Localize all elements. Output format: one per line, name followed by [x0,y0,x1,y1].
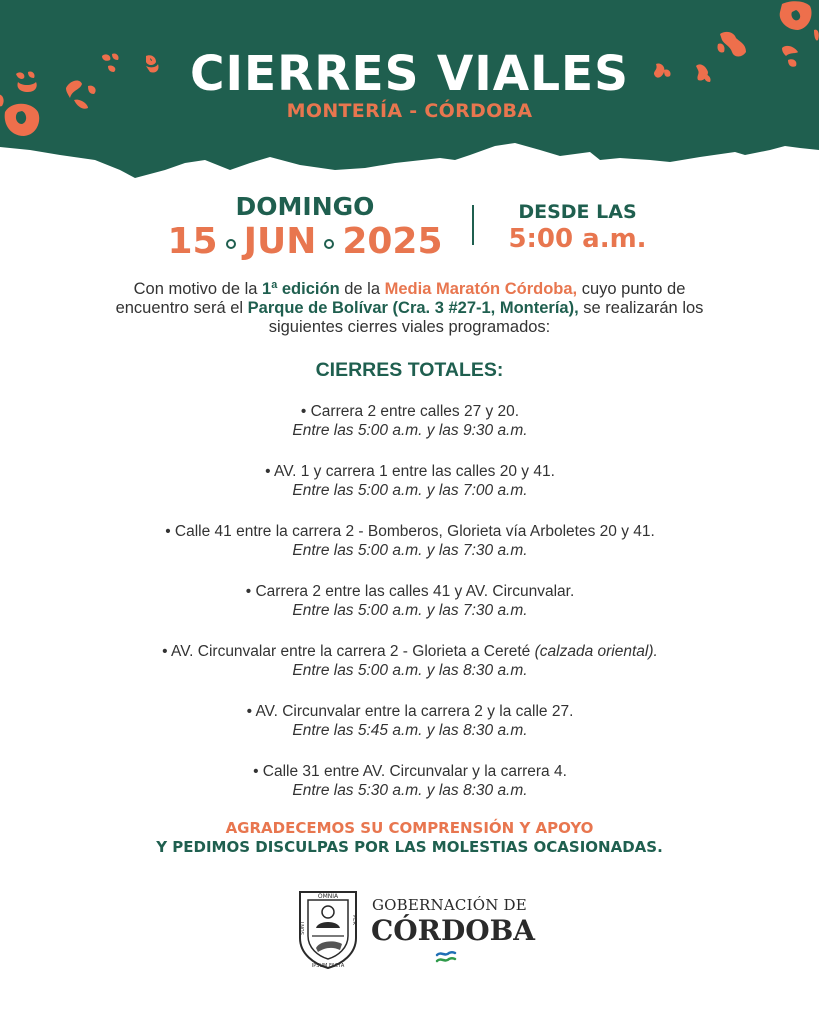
svg-text:PER: PER [351,915,357,925]
closure-place-text: • Carrera 2 entre calles 27 y 20. [300,403,520,420]
flower-separator-icon [226,239,236,249]
closure-hours: Entre las 5:00 a.m. y las 9:30 a.m. [292,422,528,439]
page-subtitle: MONTERÍA - CÓRDOBA [286,100,533,122]
logo-name: CÓRDOBA [371,914,536,947]
closing-line-2: Y PEDIMOS DISCULPAS POR LAS MOLESTIAS OCASIONADAS. [156,837,663,856]
closure-hours: Entre las 5:00 a.m. y las 7:00 a.m. [292,482,528,499]
since-label: DESDE LAS [518,201,637,223]
event-date-row [150,222,460,262]
intro-text: Con motivo de la [133,280,263,298]
venue-highlight: Parque de Bolívar (Cra. 3 #27-1, Montería), [247,299,579,317]
event-month: JUN [243,221,317,262]
section-title: CIERRES TOTALES: [315,359,504,381]
closure-place-text: • AV. 1 y carrera 1 entre las calles 20 y 41. [265,463,555,480]
closure-place-text: • Calle 31 entre AV. Circunvalar y la carrera 4. [253,763,567,780]
list-item [60,702,760,762]
closure-place-text: • AV. Circunvalar entre la carrera 2 y la calle 27. [246,703,574,720]
edition-highlight: 1ª edición [262,280,340,298]
intro-text: de la [339,280,385,298]
event-year: 2025 [342,221,443,262]
closure-place [60,642,760,661]
list-item [60,402,760,462]
closure-place [60,762,760,781]
closures-list [60,402,760,822]
event-name-highlight: Media Maratón Córdoba, [384,280,578,298]
closing-line-1: AGRADECEMOS SU COMPRENSIÓN Y APOYO [225,819,594,837]
intro-paragraph [100,280,719,337]
flag-waves-icon [435,950,457,964]
event-date [150,192,460,262]
coat-of-arms-shield-icon [296,888,360,970]
closure-place [60,522,760,541]
start-time: 5:00 a.m. [508,224,647,254]
closure-place-text: • AV. Circunvalar entre la carrera 2 - Glorieta a Cereté [162,643,535,660]
closure-place [60,582,760,601]
closing-message [0,819,819,856]
header-banner [0,0,819,190]
gobernacion-logo [296,888,536,970]
event-weekday: DOMINGO [235,192,375,221]
closure-hours: Entre las 5:45 a.m. y las 8:30 a.m. [292,722,528,739]
closure-place [60,702,760,721]
event-day: 15 [167,221,218,262]
flower-separator-icon [324,239,334,249]
closure-hours: Entre las 5:00 a.m. y las 7:30 a.m. [292,542,528,559]
svg-text:OMNIA: OMNIA [317,893,339,900]
list-item [60,582,760,642]
list-item [60,522,760,582]
closure-place [60,402,760,421]
logo-label: GOBERNACIÓN DE [372,896,527,914]
intro-text: cuyo punto de encuentro será el [115,280,686,317]
list-item [60,642,760,702]
closure-place-text: • Calle 41 entre la carrera 2 - Bomberos, Glorieta vía Arboletes 20 y 41. [165,523,655,540]
list-item [60,462,760,522]
event-time [490,200,665,254]
page-title: CIERRES VIALES [189,46,630,102]
closure-hours: Entre las 5:00 a.m. y las 7:30 a.m. [292,602,528,619]
vertical-divider [472,205,474,245]
svg-text:SUNT: SUNT [300,921,306,935]
closure-place [60,462,760,481]
closure-place-text: • Carrera 2 entre las calles 41 y AV. Circunvalar. [245,583,575,600]
closure-note: (calzada oriental). [534,643,658,660]
list-item [60,762,760,822]
closure-hours: Entre las 5:30 a.m. y las 8:30 a.m. [292,782,528,799]
intro-text: se realizarán los siguientes cierres viales programados: [268,299,704,336]
svg-text:IPSUM FACTA: IPSUM FACTA [311,963,345,969]
closure-hours: Entre las 5:00 a.m. y las 8:30 a.m. [292,662,528,679]
